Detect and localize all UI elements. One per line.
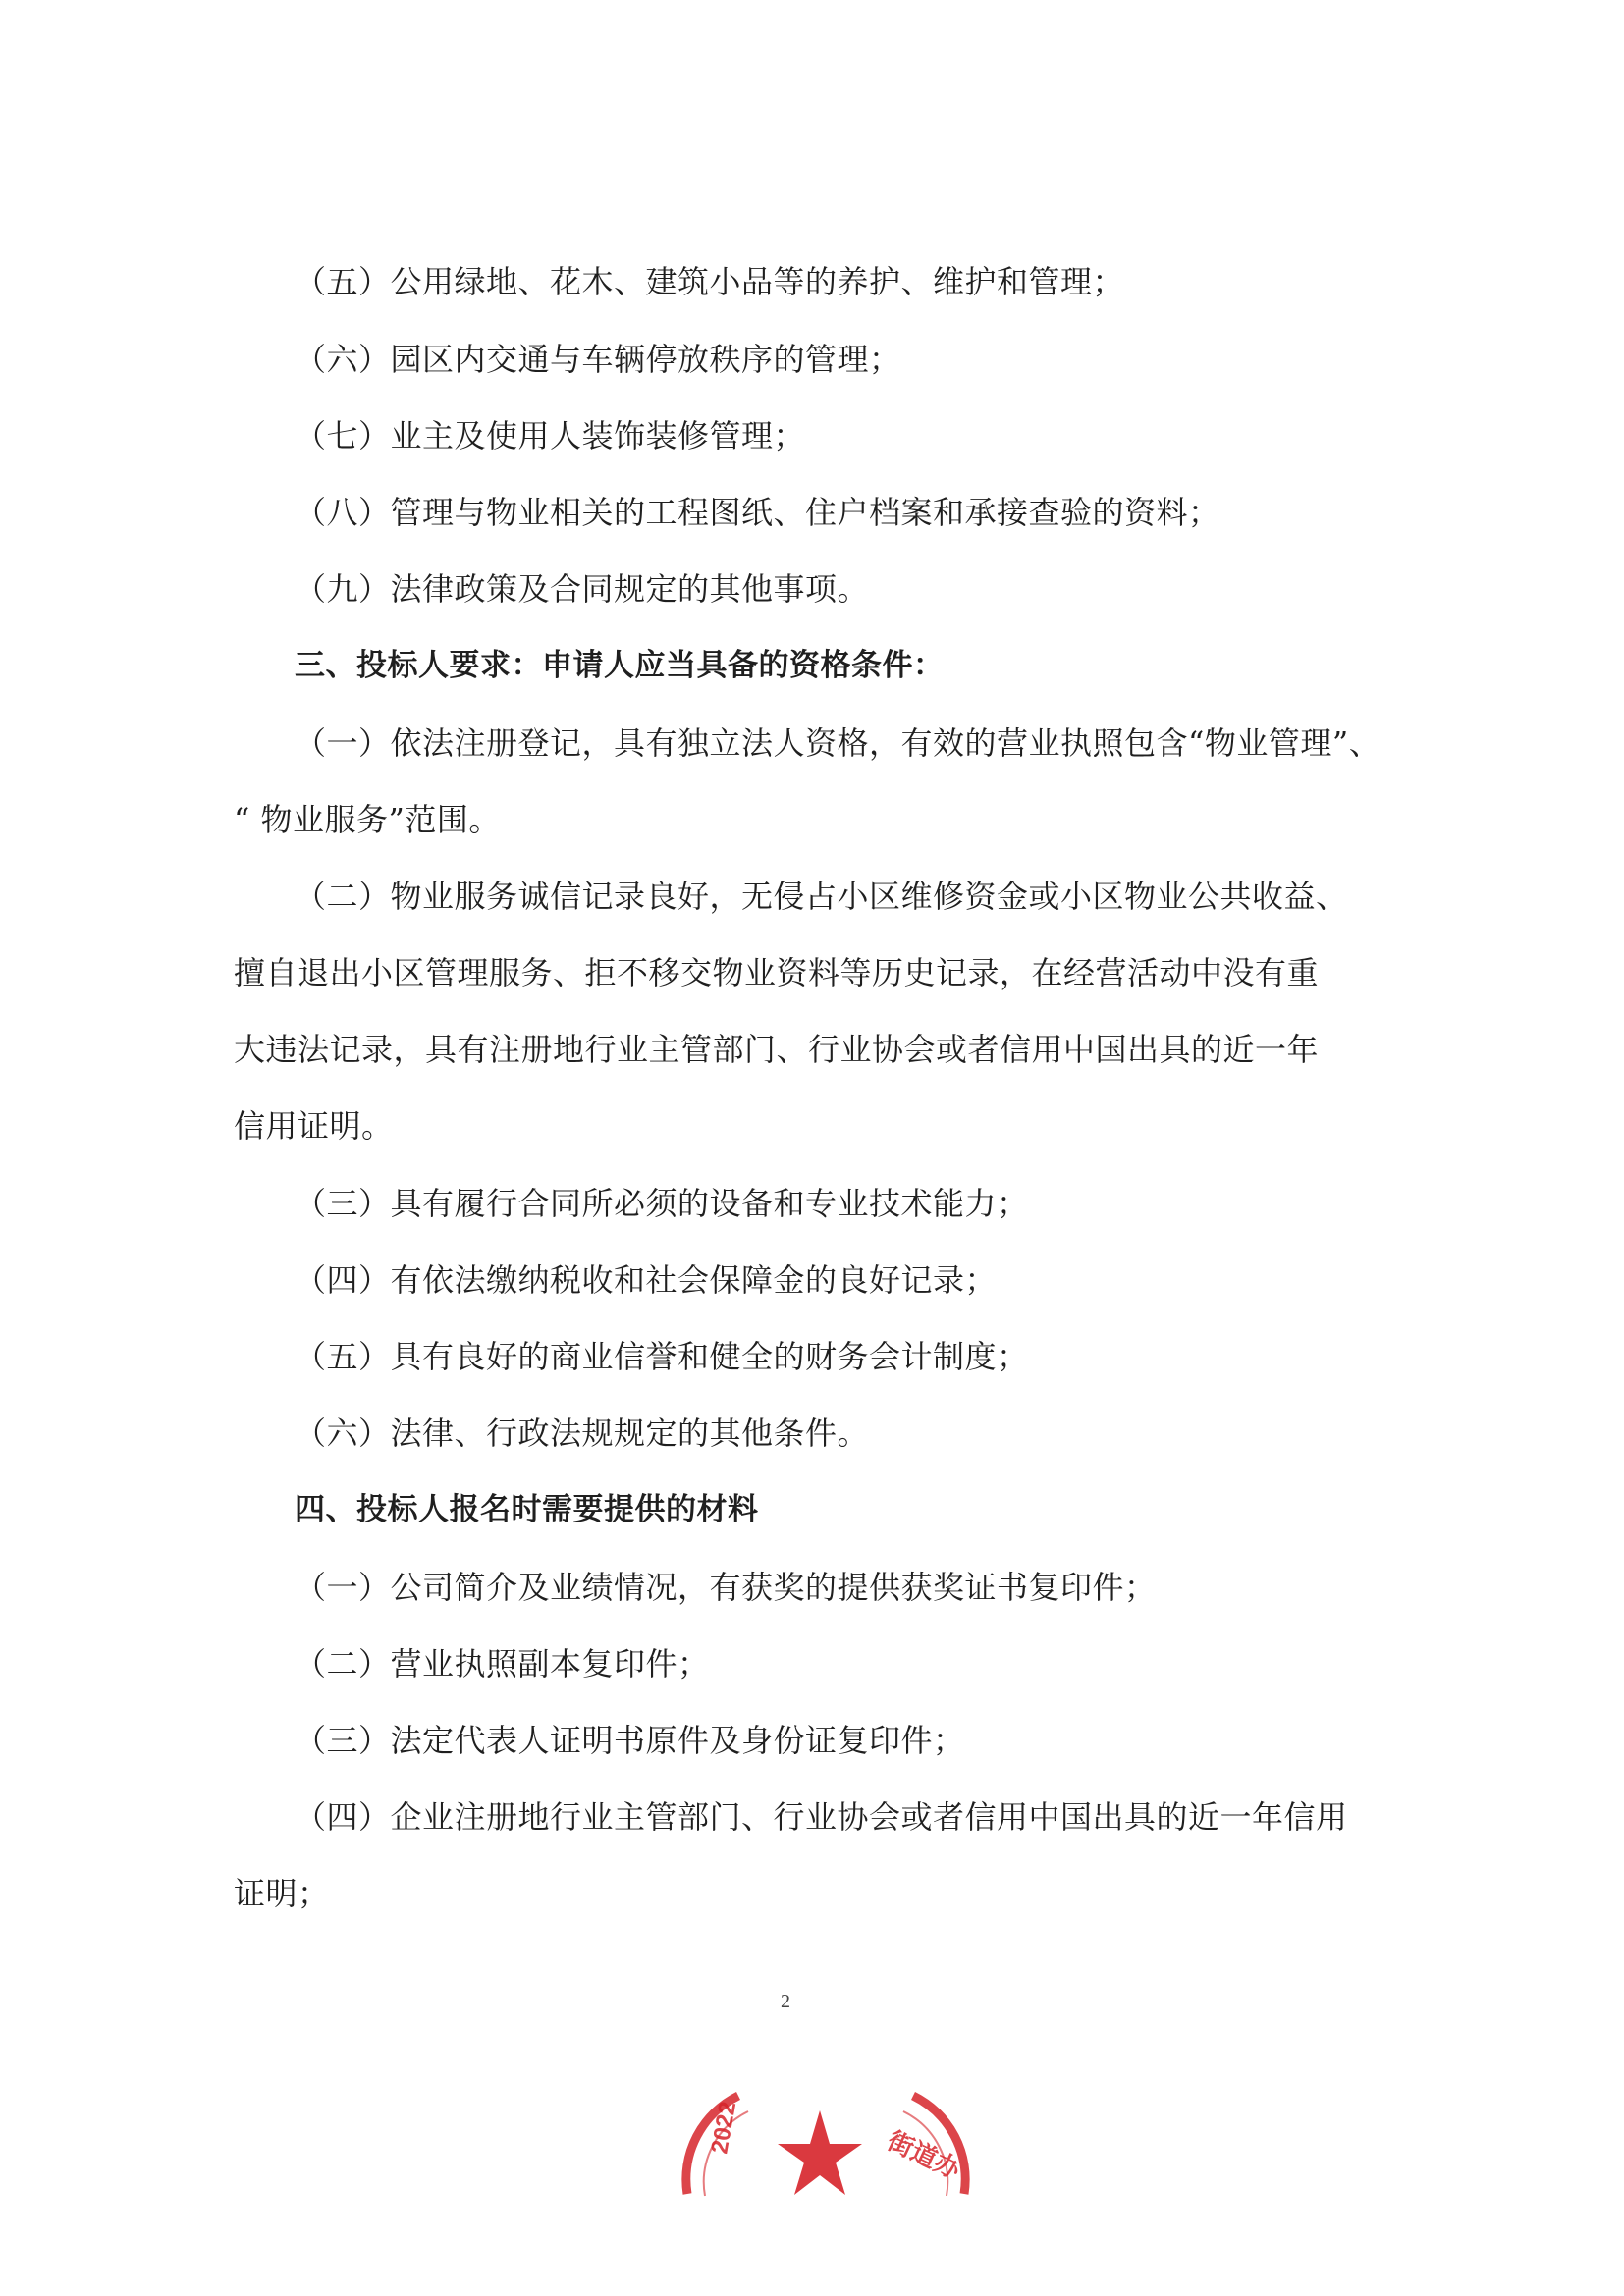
material-four-line-2: 证明； [234, 1875, 330, 1912]
qualification-one-line-2: “ 物业服务”范围。 [234, 801, 501, 838]
page-number: 2 [781, 1991, 790, 2012]
item-seven-decoration: （七）业主及使用人装饰装修管理； [295, 417, 806, 454]
material-two: （二）营业执照副本复印件； [295, 1645, 710, 1682]
material-one: （一）公司简介及业绩情况，有获奖的提供获奖证书复印件； [295, 1569, 1157, 1606]
qualification-five: （五）具有良好的商业信誉和健全的财务会计制度； [295, 1338, 1029, 1375]
qualification-two-line-4: 信用证明。 [234, 1107, 394, 1145]
qualification-three: （三）具有履行合同所必须的设备和专业技术能力； [295, 1185, 1029, 1222]
seal-right-fragment [864, 2086, 972, 2204]
section-three-heading: 三、投标人要求：申请人应当具备的资格条件： [295, 648, 945, 683]
material-three: （三）法定代表人证明书原件及身份证复印件； [295, 1722, 965, 1759]
item-five-green-space: （五）公用绿地、花木、建筑小品等的养护、维护和管理； [295, 263, 1125, 300]
qualification-two-line-2: 擅自退出小区管理服务、拒不移交物业资料等历史记录，在经营活动中没有重 [234, 954, 1320, 991]
qualification-two-line-1: （二）物业服务诚信记录良好，无侵占小区维修资金或小区物业公共收益、 [295, 878, 1348, 915]
qualification-one-line-1: （一）依法注册登记，具有独立法人资格，有效的营业执照包含“物业管理”、 [295, 724, 1381, 762]
section-four-heading: 四、投标人报名时需要提供的材料 [295, 1492, 759, 1527]
item-six-traffic: （六）园区内交通与车辆停放秩序的管理； [295, 341, 901, 378]
seal-left-fragment [679, 2086, 787, 2204]
svg-text:2022: 2022 [706, 2099, 742, 2157]
star-icon [776, 2101, 864, 2199]
svg-text:街道办: 街道办 [883, 2126, 965, 2186]
material-four-line-1: （四）企业注册地行业主管部门、行业协会或者信用中国出具的近一年信用 [295, 1798, 1348, 1836]
item-nine-other: （九）法律政策及合同规定的其他事项。 [295, 570, 870, 608]
qualification-four: （四）有依法缴纳税收和社会保障金的良好记录； [295, 1261, 998, 1299]
item-eight-archives: （八）管理与物业相关的工程图纸、住户档案和承接查验的资料； [295, 494, 1220, 531]
qualification-six: （六）法律、行政法规规定的其他条件。 [295, 1415, 870, 1452]
qualification-two-line-3: 大违法记录，具有注册地行业主管部门、行业协会或者信用中国出具的近一年 [234, 1031, 1320, 1068]
